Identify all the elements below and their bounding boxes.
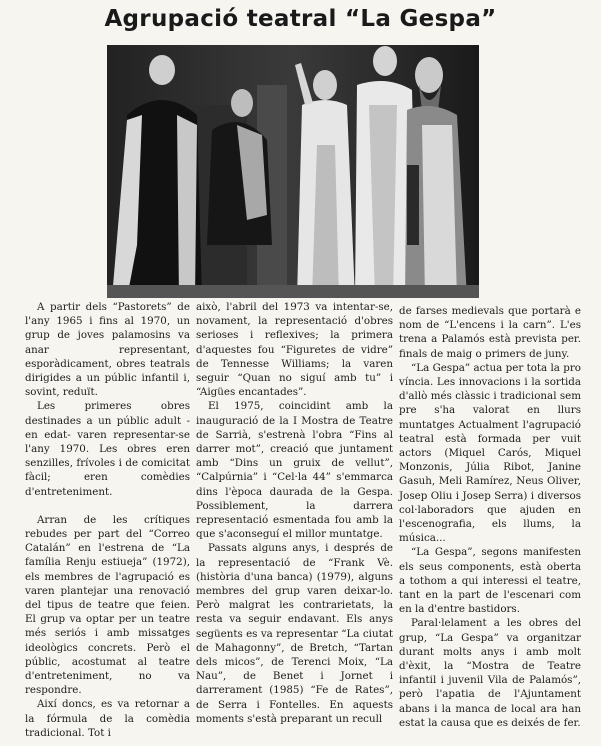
photo-graphic <box>107 45 479 298</box>
article-title: Agrupació teatral “La Gespa” <box>104 6 497 32</box>
text-column-3 <box>399 304 581 730</box>
paragraph: Arran de les crítiques rebudes per part del “Correo Catalán” en l'estrena de “La família Renju estiueja” (1972), els membres de l'agrupació es varen plantejar una renovació del tipus de teatre que feien. El grup va optar per un teatre més seriós i amb missatges ideològics concrets. Però el públic, acostumat al teatre d'entreteniment, no va respondre. <box>25 513 190 697</box>
paragraph: El 1975, coincidint amb la inauguració de la I Mostra de Teatre de Sarrià, s'estrenà l'obra “Fins al darrer mot”, creació que juntament amb “Dins un gruix de vellut”, “Calpúrnia” i “Cel·la 44” s'emmarca dins l'època daurada de la Gespa. Possiblement, la darrera representació esmentada fou amb la que s'aconseguí el millor muntatge. <box>196 400 393 541</box>
paragraph: de farses medievals que portarà e nom de “L'encens i la carn”. L'es trena a Palamós està prevista per. finals de maig o primers de juny. <box>399 305 581 360</box>
text-column-2 <box>196 300 393 726</box>
paragraph: “La Gespa”, segons manifesten els seus components, està oberta a tothom a qui interessi el teatre, tant en la part de l'escenari com en la d'entre bastidors. <box>399 546 581 616</box>
paragraph: A partir dels “Pastorets” de l'any 1965 i fins al 1970, un grup de joves palamosins va anar representant, esporàdicament, obres teatrals dirigides a un públic infantil i, sovint, reduït. <box>25 301 190 399</box>
paragraph: Paral·lelament a les obres del grup, “La Gespa” va organitzar durant molts anys i amb molt d'èxit, la “Mostra de Teatre infantil i juvenil Vila de Palamós”, però l'apatia de l'Ajuntament abans i la manca de local ara han estat la causa que es deixés de fer. <box>399 617 581 729</box>
paragraph: Les primeres obres destinades a un públic adult -en edat- varen representar-se l'any 1970. Les obres eren senzilles, frívoles i de comicitat fàcil; eren comèdies d'entreteniment. <box>25 400 190 498</box>
paragraph: Així doncs, es va retornar a la fórmula de la comèdia tradicional. Tot i <box>25 698 190 739</box>
paragraph: Passats alguns anys, i després de la representació de “Frank Vè. (història d'una banca) (1979), alguns membres del grup varen deixar-lo. Però malgrat les contrarietats, la resta va seguir endavant. Els anys següents es va representar “La ciutat de Mahagonny”, de Bretch, “Tartan dels micos”, de Terenci Moix, “La Nau”, de Benet i Jornet i darrerament (1985) “Fe de Rates”, de Serra i Fontelles. En aquests moments s'està preparant un recull <box>196 542 393 725</box>
text-column-1 <box>25 300 190 740</box>
paragraph: això, l'abril del 1973 va intentar-se, novament, la representació d'obres serioses i reflexives; la primera d'aquestes fou “Figuretes de vidre” de Tennesse Williams; la varen seguir “Quan no siguí amb tu” i “Aigües encantades”. <box>196 301 393 399</box>
paragraph: “La Gespa” actua per tota la pro víncia. Les innovacions i la sortida d'allò més clàssic i tradicional sem pre s'ha valorat en llurs muntatges Actualment l'agrupació teatral està formada per vuit actors (Miquel Carós, Miquel Monzonis, Júlia Ribot, Janine Gasuh, Meli Ramírez, Neus Oliver, Josep Oliu i Josep Serra) i diversos col·laboradors que ajuden en l'escenografia, els llums, la música... <box>399 361 581 545</box>
theatre-actors-photo <box>107 45 479 298</box>
